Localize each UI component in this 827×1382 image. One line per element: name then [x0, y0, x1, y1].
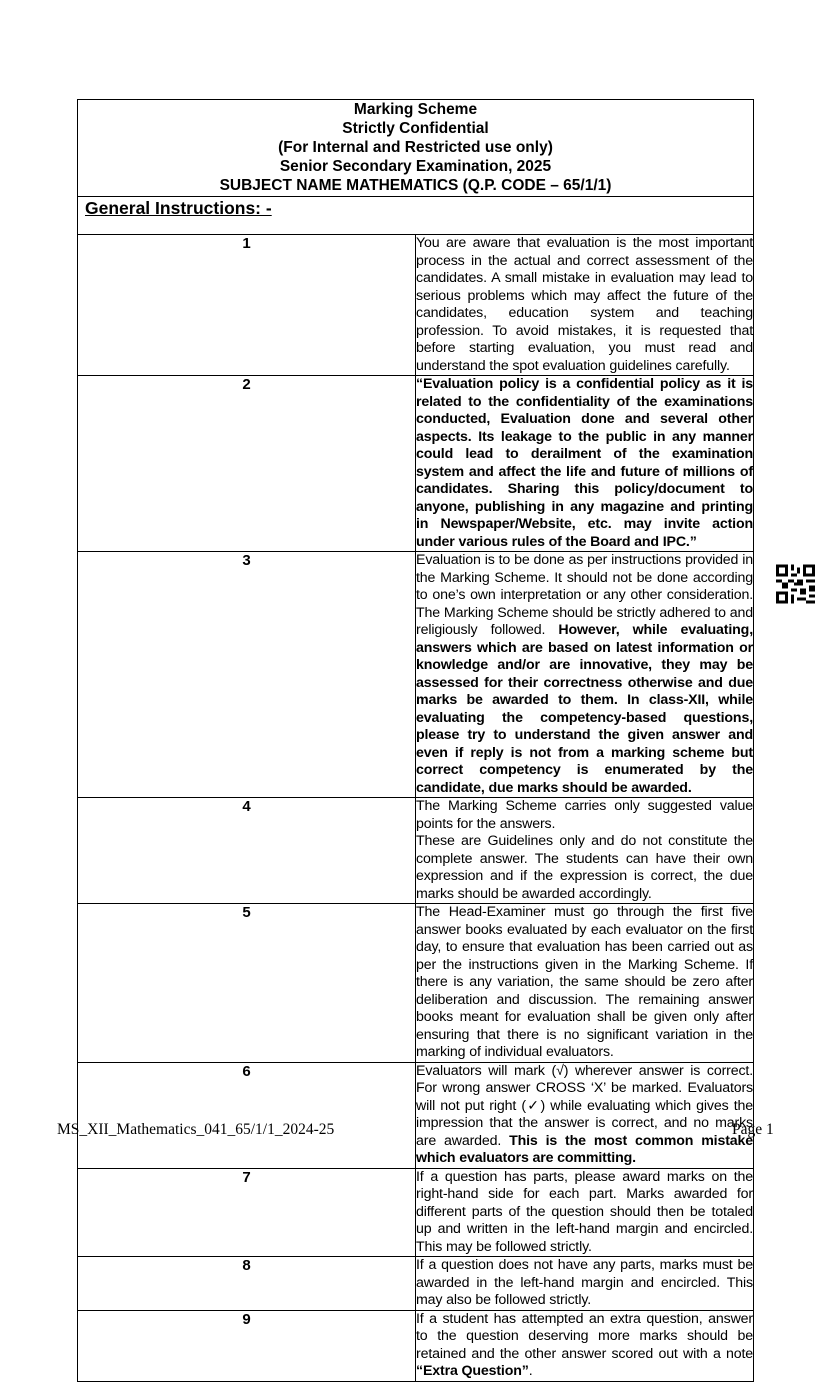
- item-text-regular: Evaluation is to be done as per instructions provided in the Marking Scheme. It should not be done according to one’s own interpretation or any other consideration. The Marking Scheme should be strictly adhered to and religiously followed.: [416, 552, 753, 638]
- item-text: “Evaluation policy is a confidential policy as it is related to the confidentiality of the examinations conducted, Evaluation done and several other aspects. Its leakage to the public in any manner could lead to derailment of the examination system and affect the life and future of millions of candidates. Sharing this policy/document to anyone, publishing in any magazine and printing in Newspaper/Website, etc. may invite action under various rules of the Board and IPC.”: [416, 376, 753, 550]
- item-number: 3: [78, 552, 416, 798]
- item-text-bold: “Extra Question”: [416, 1363, 529, 1379]
- item-text: [416, 1310, 754, 1381]
- footer-page-number: Page 1: [732, 1121, 774, 1138]
- item-number: 8: [78, 1257, 416, 1311]
- header-line-1: Marking Scheme: [353, 101, 478, 118]
- item-number: 4: [78, 798, 416, 904]
- item-text: If a question has parts, please award marks on the right-hand side for each part. Marks awarded for different parts of the question should then be totaled up and written in the left-hand margin and encircled. This may be followed strictly.: [416, 1168, 753, 1255]
- item-text-bold: However, while evaluating, answers which are based on latest information or knowledge and/or are innovative, they may be assessed for their correctness otherwise and due marks be awarded to them. In class-XII, while evaluating the competency-based questions, please try to understand the given answer and even if reply is not from a marking scheme but correct competency is enumerated by the candidate, due marks should be awarded.: [416, 622, 753, 796]
- document-header: [78, 100, 754, 197]
- item-text-line: The Marking Scheme carries only suggested value points for the answers.: [416, 798, 753, 832]
- item-number: 9: [78, 1310, 416, 1381]
- general-instructions-title: General Instructions: -: [85, 198, 272, 218]
- header-line-2: Strictly Confidential: [342, 120, 489, 137]
- header-line-5: SUBJECT NAME MATHEMATICS (Q.P. CODE – 65/1/1): [219, 177, 612, 194]
- item-text-regular: Evaluators will mark (√) wherever answer is correct. For wrong answer CROSS ‘X’ be marked. Evaluators will not put right (✓) while evaluating which gives the impression that the answer is correct, and no marks are awarded.: [416, 1062, 753, 1149]
- item-text: You are aware that evaluation is the most important process in the actual and correct assessment of the candidates. A small mistake in evaluation may lead to serious problems which may affect the future of the candidates, education system and teaching profession. To avoid mistakes, it is requested that before starting evaluation, you must read and understand the spot evaluation guidelines carefully.: [416, 235, 753, 374]
- item-text: [416, 798, 754, 904]
- header-line-4: Senior Secondary Examination, 2025: [279, 158, 552, 175]
- item-number: 6: [78, 1062, 416, 1168]
- header-line-3: (For Internal and Restricted use only): [278, 139, 553, 156]
- general-instructions-row: [78, 197, 754, 235]
- footer-document-code: MS_XII_Mathematics_041_65/1/1_2024-25: [57, 1121, 335, 1138]
- item-number: 7: [78, 1168, 416, 1257]
- item-text: [416, 1062, 754, 1168]
- item-number: 2: [78, 376, 416, 552]
- item-text-regular: If a student has attempted an extra question, answer to the question deserving more marks should be retained and the other answer scored out with a note: [416, 1310, 753, 1362]
- item-text-bold: This is the most common mistake which evaluators are committing.: [416, 1132, 753, 1166]
- item-number: 1: [78, 235, 416, 376]
- item-text: The Head-Examiner must go through the first five answer books evaluated by each evaluator on the first day, to ensure that evaluation has been carried out as per the instructions given in the Marking Scheme. If there is any variation, the same should be zero after deliberation and discussion. The remaining answer books meant for evaluation shall be given only after ensuring that there is no significant variation in the marking of individual evaluators.: [416, 904, 753, 1060]
- item-text-tail: .: [528, 1363, 533, 1379]
- item-text-line: These are Guidelines only and do not constitute the complete answer. The students can have their own expression and if the expression is correct, the due marks should be awarded accordingly.: [416, 833, 753, 902]
- item-text: [416, 552, 754, 798]
- marking-scheme-table: [77, 99, 754, 1382]
- item-text: If a question does not have any parts, marks must be awarded in the left-hand margin and encircled. This may also be followed strictly.: [416, 1257, 753, 1308]
- item-number: 5: [78, 904, 416, 1063]
- qr-code-icon: [776, 564, 815, 604]
